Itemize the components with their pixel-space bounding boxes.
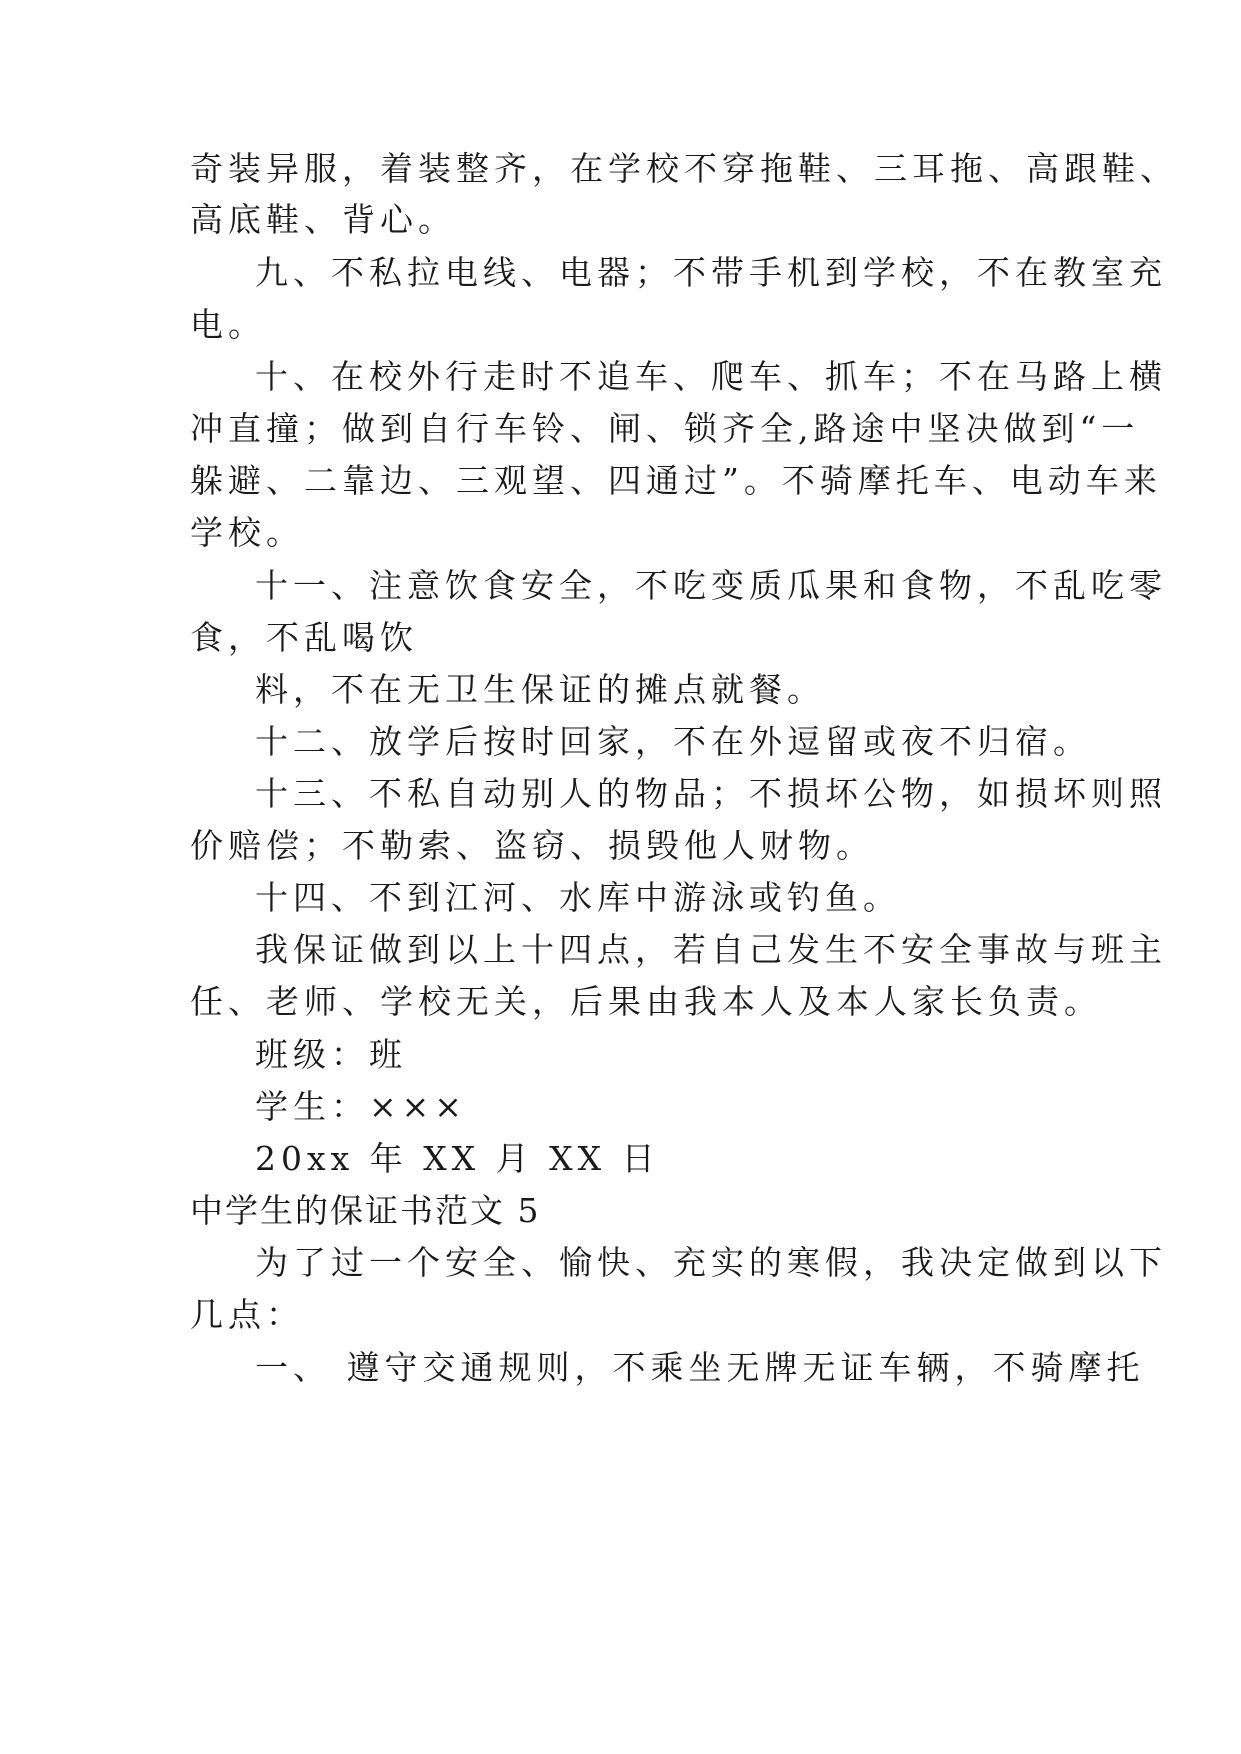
text-line: 任、老师、学校无关，后果由我本人及本人家长负责。	[190, 982, 1102, 1021]
text-line: 学校。	[190, 513, 304, 552]
section-heading: 中学生的保证书范文 5	[190, 1191, 541, 1230]
text-line: 几点：	[190, 1295, 304, 1334]
signature-date: 20xx 年 XX 月 XX 日	[255, 1139, 660, 1178]
text-line: 电。	[190, 305, 266, 344]
text-line: 奇装异服，着装整齐，在学校不穿拖鞋、三耳拖、高跟鞋、	[190, 149, 1178, 188]
text-line: 为了过一个安全、愉快、充实的寒假，我决定做到以下	[255, 1243, 1167, 1282]
text-line: 我保证做到以上十四点，若自己发生不安全事故与班主	[255, 930, 1167, 969]
text-line: 十三、不私自动别人的物品；不损坏公物，如损坏则照	[255, 774, 1167, 813]
text-line: 价赔偿；不勒索、盗窃、损毁他人财物。	[190, 826, 874, 865]
signature-class: 班级：班	[255, 1035, 407, 1074]
signature-student: 学生：×××	[255, 1087, 467, 1126]
text-line: 冲直撞；做到自行车铃、闸、锁齐全,路途中坚决做到“一	[190, 409, 1140, 448]
text-line: 九、不私拉电线、电器；不带手机到学校，不在教室充	[255, 253, 1167, 292]
text-line: 十二、放学后按时回家，不在外逗留或夜不归宿。	[255, 722, 1091, 761]
text-line: 躲避、二靠边、三观望、四通过”。不骑摩托车、电动车来	[190, 461, 1162, 500]
text-line: 高底鞋、背心。	[190, 200, 456, 239]
text-line: 食，不乱喝饮	[190, 618, 418, 657]
text-line: 一、 遵守交通规则，不乘坐无牌无证车辆，不骑摩托	[255, 1348, 1145, 1387]
text-line: 十四、不到江河、水库中游泳或钓鱼。	[255, 878, 901, 917]
text-line: 料，不在无卫生保证的摊点就餐。	[255, 670, 825, 709]
text-line: 十一、注意饮食安全，不吃变质瓜果和食物，不乱吃零	[255, 566, 1167, 605]
text-line: 十、在校外行走时不追车、爬车、抓车；不在马路上横	[255, 357, 1167, 396]
